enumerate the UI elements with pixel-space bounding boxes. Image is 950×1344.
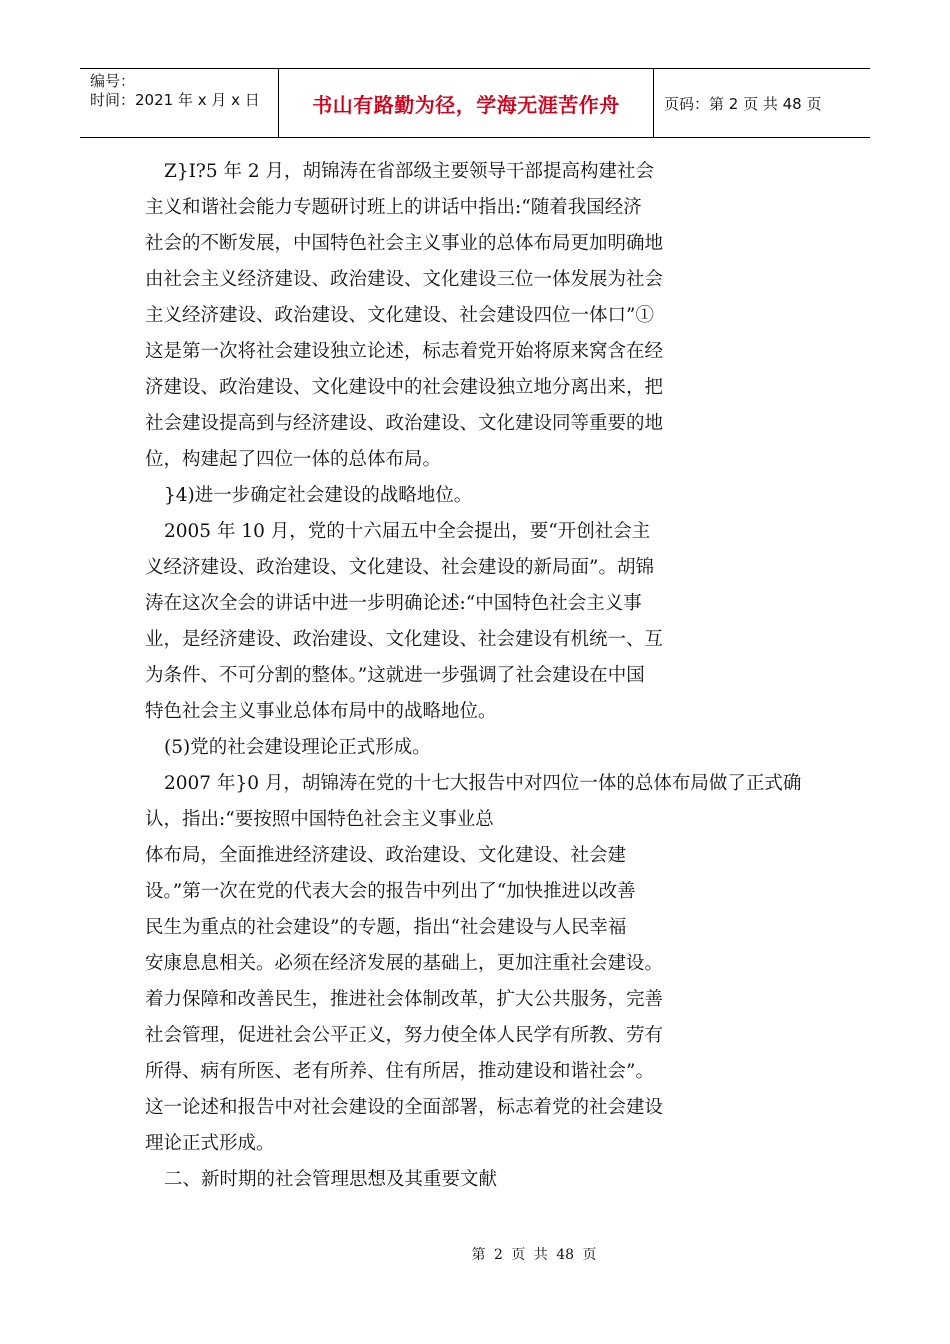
section-heading: (5)党的社会建设理论正式形成。 — [164, 737, 431, 758]
document-body — [145, 154, 815, 1198]
body-line: 这一论述和报告中对社会建设的全面部署，标志着党的社会建设 — [145, 1097, 664, 1118]
body-line: 理论正式形成。 — [145, 1133, 275, 1154]
body-line: 2005 年 10 月，党的十六届五中全会提出，要“开创社会主 — [164, 521, 651, 542]
body-line: 济建设、政治建设、文化建设中的社会建设独立地分离出来，把 — [145, 377, 664, 398]
body-line: Z}I?5 年 2 月，胡锦涛在省部级主要领导干部提高构建社会 — [164, 161, 655, 182]
section-heading: 二、新时期的社会管理思想及其重要文献 — [164, 1169, 498, 1190]
document-date-label: 时间：2021 年 x 月 x 日 — [90, 91, 260, 109]
body-line: 为条件、不可分割的整体。”这就进一步强调了社会建设在中国 — [145, 665, 645, 686]
body-line: 着力保障和改善民生，推进社会体制改革，扩大公共服务，完善 — [145, 989, 664, 1010]
body-line: 社会建设提高到与经济建设、政治建设、文化建设同等重要的地 — [145, 413, 664, 434]
body-line: 设。”第一次在党的代表大会的报告中列出了“加快推进以改善 — [145, 881, 636, 902]
body-line: 社会的不断发展，中国特色社会主义事业的总体布局更加明确地 — [145, 233, 664, 254]
footer-page-number: 第 2 页 共 48 页 — [471, 1247, 597, 1263]
body-line: 义经济建设、政治建设、文化建设、社会建设的新局面”。胡锦 — [145, 557, 654, 578]
body-line: 认，指出:“要按照中国特色社会主义事业总 — [145, 809, 494, 830]
body-line: 2007 年}0 月，胡锦涛在党的十七大报告中对四位一体的总体布局做了正式确 — [164, 773, 802, 794]
body-line: 涛在这次全会的讲话中进一步明确论述:“中国特色社会主义事 — [145, 593, 642, 614]
body-line: 社会管理，促进社会公平正义，努力使全体人民学有所教、劳有 — [145, 1025, 664, 1046]
body-line: 这是第一次将社会建设独立论述，标志着党开始将原来窝含在经 — [145, 341, 664, 362]
body-line: 民生为重点的社会建设”的专题，指出“社会建设与人民幸福 — [145, 917, 627, 938]
body-line: 主义经济建设、政治建设、文化建设、社会建设四位一体口”① — [145, 305, 654, 326]
body-line: 业，是经济建设、政治建设、文化建设、社会建设有机统一、互 — [145, 629, 664, 650]
body-line: 所得、病有所医、老有所养、住有所居，推动建设和谐社会”。 — [145, 1061, 654, 1082]
page-footer — [0, 1244, 950, 1264]
body-line: 主义和谐社会能力专题研讨班上的讲话中指出:“随着我国经济 — [145, 197, 642, 218]
header-page-indicator: 页码：第 2 页 共 48 页 — [664, 94, 822, 113]
body-line: 由社会主义经济建设、政治建设、文化建设三位一体发展为社会 — [145, 269, 664, 290]
header-motto: 书山有路勤为径，学海无涯苦作舟 — [279, 69, 654, 137]
body-line: 特色社会主义事业总体布局中的战略地位。 — [145, 701, 497, 722]
document-number-label: 编号： — [90, 72, 136, 90]
body-line: 体布局，全面推进经济建设、政治建设、文化建设、社会建 — [145, 845, 627, 866]
body-line: 安康息息相关。必须在经济发展的基础上，更加注重社会建设。 — [145, 953, 664, 974]
body-line: 位，构建起了四位一体的总体布局。 — [145, 449, 442, 470]
section-heading: }4)进一步确定社会建设的战略地位。 — [164, 485, 473, 506]
header-meta — [80, 69, 279, 137]
page-header — [80, 68, 870, 138]
